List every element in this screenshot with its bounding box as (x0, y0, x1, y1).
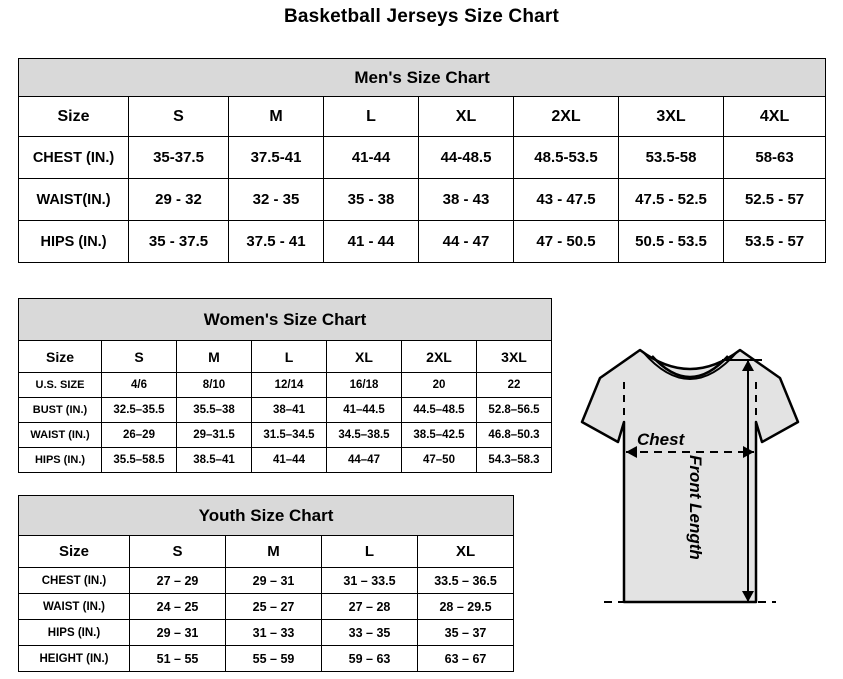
col-header-m: M (229, 97, 324, 137)
table-row (19, 373, 552, 398)
col-header-m: M (177, 341, 252, 373)
col-header-xl: XL (419, 97, 514, 137)
cell: 47–50 (402, 448, 477, 473)
cell: 29 - 32 (129, 179, 229, 221)
row-label: CHEST (IN.) (19, 568, 130, 594)
cell: 33 – 35 (322, 620, 418, 646)
cell: 34.5–38.5 (327, 423, 402, 448)
cell: 35.5–58.5 (102, 448, 177, 473)
col-header-3xl: 3XL (619, 97, 724, 137)
cell: 27 – 29 (130, 568, 226, 594)
cell: 41 - 44 (324, 221, 419, 263)
table-row (19, 448, 552, 473)
cell: 37.5 - 41 (229, 221, 324, 263)
chest-label: Chest (637, 430, 685, 449)
table-caption-row (19, 299, 552, 341)
youth-table-caption: Youth Size Chart (19, 496, 514, 536)
cell: 31 – 33.5 (322, 568, 418, 594)
table-row (19, 568, 514, 594)
table-header-row (19, 536, 514, 568)
page-title: Basketball Jerseys Size Chart (283, 6, 560, 27)
table-row (19, 620, 514, 646)
row-label: WAIST (IN.) (19, 594, 130, 620)
cell: 12/14 (252, 373, 327, 398)
cell: 41-44 (324, 137, 419, 179)
row-label: HEIGHT (IN.) (19, 646, 130, 672)
cell: 24 – 25 (130, 594, 226, 620)
table-header-row (19, 97, 826, 137)
table-row (19, 221, 826, 263)
row-label: HIPS (IN.) (19, 221, 129, 263)
cell: 43 - 47.5 (514, 179, 619, 221)
cell: 48.5-53.5 (514, 137, 619, 179)
womens-table-caption: Women's Size Chart (19, 299, 552, 341)
cell: 51 – 55 (130, 646, 226, 672)
cell: 53.5-58 (619, 137, 724, 179)
col-header-xl: XL (418, 536, 514, 568)
cell: 20 (402, 373, 477, 398)
col-header-l: L (252, 341, 327, 373)
row-label: U.S. SIZE (19, 373, 102, 398)
table-row (19, 137, 826, 179)
cell: 28 – 29.5 (418, 594, 514, 620)
col-header-s: S (129, 97, 229, 137)
col-header-size: Size (19, 536, 130, 568)
table-row (19, 646, 514, 672)
cell: 32.5–35.5 (102, 398, 177, 423)
cell: 54.3–58.3 (477, 448, 552, 473)
col-header-s: S (102, 341, 177, 373)
cell: 55 – 59 (226, 646, 322, 672)
cell: 59 – 63 (322, 646, 418, 672)
cell: 52.5 - 57 (724, 179, 826, 221)
cell: 52.8–56.5 (477, 398, 552, 423)
cell: 16/18 (327, 373, 402, 398)
row-label: WAIST(IN.) (19, 179, 129, 221)
table-row (19, 423, 552, 448)
mens-table-caption: Men's Size Chart (19, 59, 826, 97)
col-header-4xl: 4XL (724, 97, 826, 137)
youth-size-chart-table (18, 495, 514, 672)
table-header-row (19, 341, 552, 373)
cell: 38–41 (252, 398, 327, 423)
table-row (19, 594, 514, 620)
cell: 58-63 (724, 137, 826, 179)
cell: 25 – 27 (226, 594, 322, 620)
col-header-l: L (322, 536, 418, 568)
row-label: HIPS (IN.) (19, 620, 130, 646)
col-header-l: L (324, 97, 419, 137)
cell: 44 - 47 (419, 221, 514, 263)
cell: 35 - 37.5 (129, 221, 229, 263)
col-header-m: M (226, 536, 322, 568)
cell: 46.8–50.3 (477, 423, 552, 448)
cell: 33.5 – 36.5 (418, 568, 514, 594)
cell: 8/10 (177, 373, 252, 398)
cell: 35 – 37 (418, 620, 514, 646)
row-label: WAIST (IN.) (19, 423, 102, 448)
table-row (19, 179, 826, 221)
cell: 22 (477, 373, 552, 398)
cell: 50.5 - 53.5 (619, 221, 724, 263)
cell: 38.5–41 (177, 448, 252, 473)
cell: 29 – 31 (226, 568, 322, 594)
front-length-label: Front Length (686, 455, 705, 560)
cell: 44–47 (327, 448, 402, 473)
cell: 35 - 38 (324, 179, 419, 221)
cell: 53.5 - 57 (724, 221, 826, 263)
cell: 63 – 67 (418, 646, 514, 672)
cell: 35.5–38 (177, 398, 252, 423)
cell: 32 - 35 (229, 179, 324, 221)
cell: 41–44.5 (327, 398, 402, 423)
col-header-size: Size (19, 341, 102, 373)
cell: 38 - 43 (419, 179, 514, 221)
cell: 44-48.5 (419, 137, 514, 179)
cell: 41–44 (252, 448, 327, 473)
cell: 44.5–48.5 (402, 398, 477, 423)
cell: 29–31.5 (177, 423, 252, 448)
cell: 27 – 28 (322, 594, 418, 620)
cell: 29 – 31 (130, 620, 226, 646)
cell: 35-37.5 (129, 137, 229, 179)
table-caption-row (19, 59, 826, 97)
cell: 38.5–42.5 (402, 423, 477, 448)
cell: 31.5–34.5 (252, 423, 327, 448)
cell: 37.5-41 (229, 137, 324, 179)
cell: 26–29 (102, 423, 177, 448)
col-header-2xl: 2XL (402, 341, 477, 373)
col-header-xl: XL (327, 341, 402, 373)
cell: 47.5 - 52.5 (619, 179, 724, 221)
row-label: HIPS (IN.) (19, 448, 102, 473)
col-header-s: S (130, 536, 226, 568)
row-label: BUST (IN.) (19, 398, 102, 423)
table-row (19, 398, 552, 423)
col-header-size: Size (19, 97, 129, 137)
cell: 4/6 (102, 373, 177, 398)
cell: 47 - 50.5 (514, 221, 619, 263)
womens-size-chart-table (18, 298, 552, 473)
table-caption-row (19, 496, 514, 536)
row-label: CHEST (IN.) (19, 137, 129, 179)
col-header-3xl: 3XL (477, 341, 552, 373)
cell: 31 – 33 (226, 620, 322, 646)
mens-size-chart-table (18, 58, 826, 263)
col-header-2xl: 2XL (514, 97, 619, 137)
